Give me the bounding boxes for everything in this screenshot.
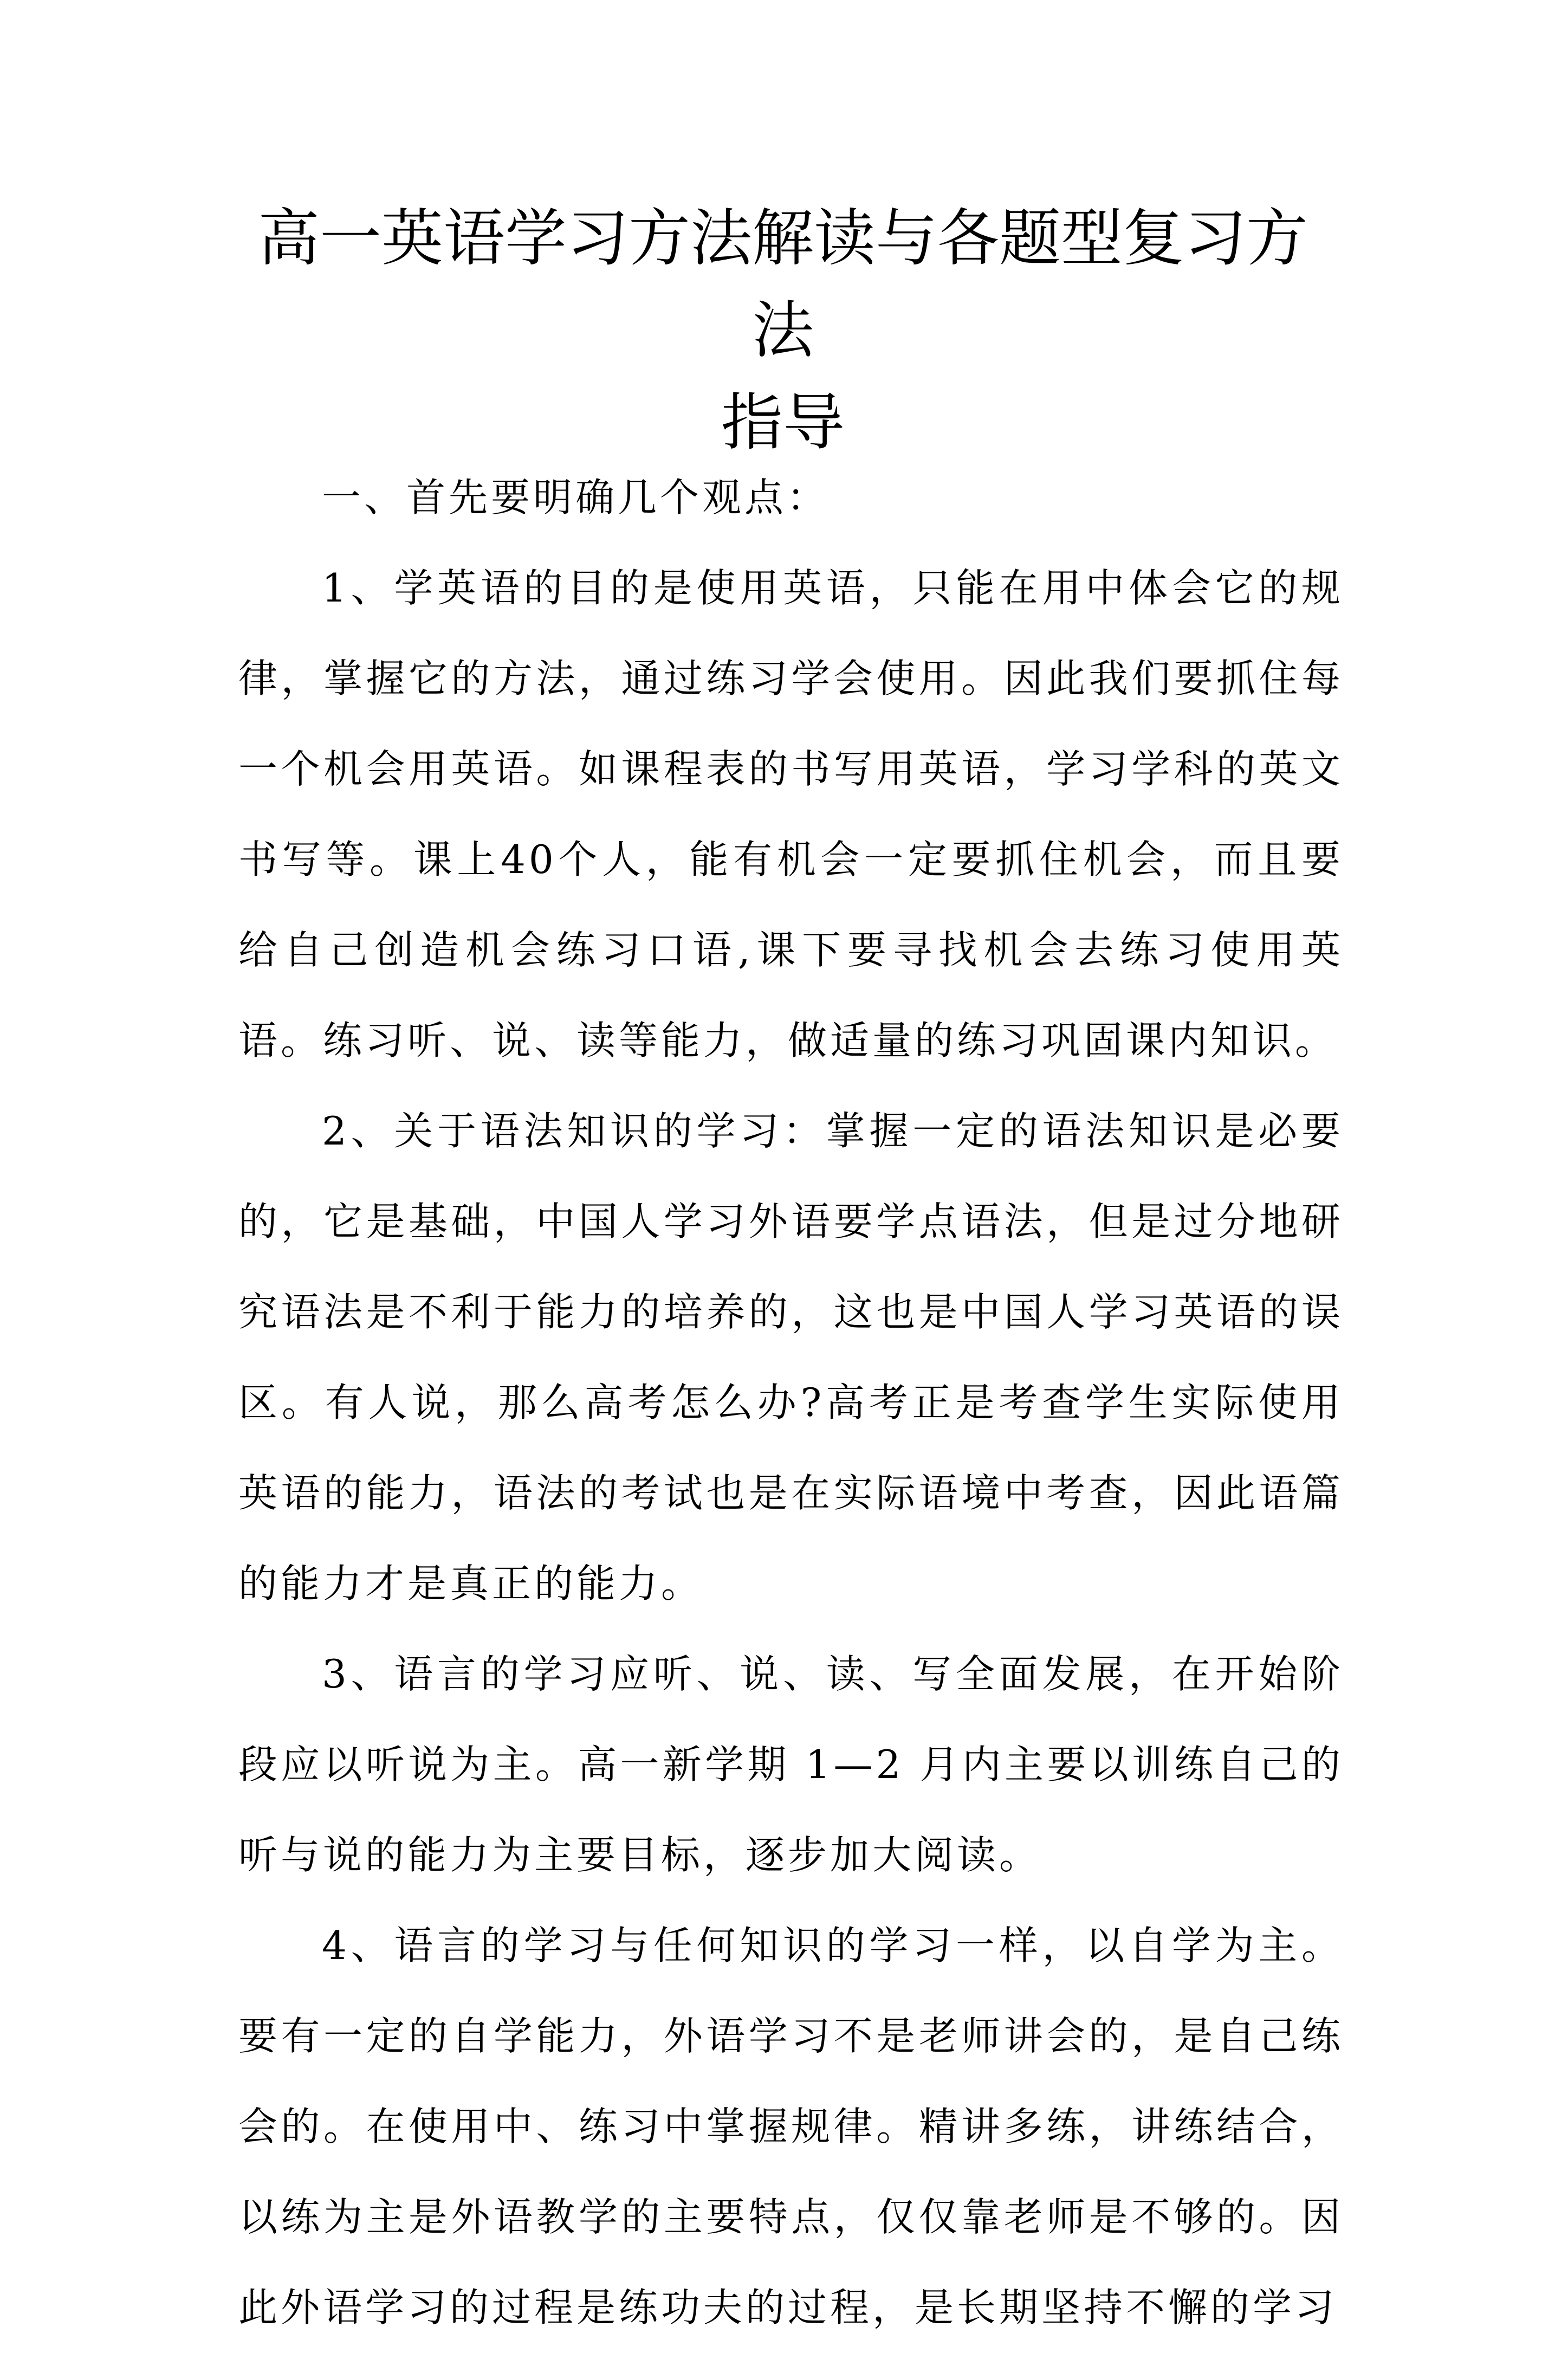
paragraph-point-4: 4、语言的学习与任何知识的学习一样，以自学为主。要有一定的自学能力，外语学习不是老师讲会的，是自己练会的。在使用中、练习中掌握规律。精讲多练，讲练结合，以练为主是外语教学的主要特点，仅仅靠老师是不够的。因此外语学习的过程是练功夫的过程，是长期坚持不懈的学习 <box>238 1923 1344 2330</box>
paragraph-point-1: 1、学英语的目的是使用英语，只能在用中体会它的规律，掌握它的方法，通过练习学会使用。因此我们要抓住每一个机会用英语。如课程表的书写用英语，学习学科的英文书写等。课上40个人，能有机会一定要抓住机会，而且要给自己创造机会练习口语,课下要寻找机会去练习使用英语。练习听、说、读等能力，做适量的练习巩固课内知识。 <box>238 565 1344 1063</box>
paragraph-heading-viewpoints: 一、首先要明确几个观点： <box>322 475 830 520</box>
document-title <box>238 192 1327 469</box>
document-title-line-1: 高一英语学习方法解读与各题型复习方法 <box>257 202 1308 366</box>
paragraph-point-2: 2、关于语法知识的学习：掌握一定的语法知识是必要的，它是基础，中国人学习外语要学点语法，但是过分地研究语法是不利于能力的培养的，这也是中国人学习英语的误区。有人说，那么高考怎么办?高考正是考查学生实际使用英语的能力，语法的考试也是在实际语境中考查，因此语篇的能力才是真正的能力。 <box>238 1108 1344 1606</box>
document-body <box>238 452 1344 2353</box>
document-title-line-2: 指导 <box>721 386 845 458</box>
paragraph-point-3: 3、语言的学习应听、说、读、写全面发展，在开始阶段应以听说为主。高一新学期 1—2 月内主要以训练自己的听与说的能力为主要目标，逐步加大阅读。 <box>238 1651 1344 1878</box>
